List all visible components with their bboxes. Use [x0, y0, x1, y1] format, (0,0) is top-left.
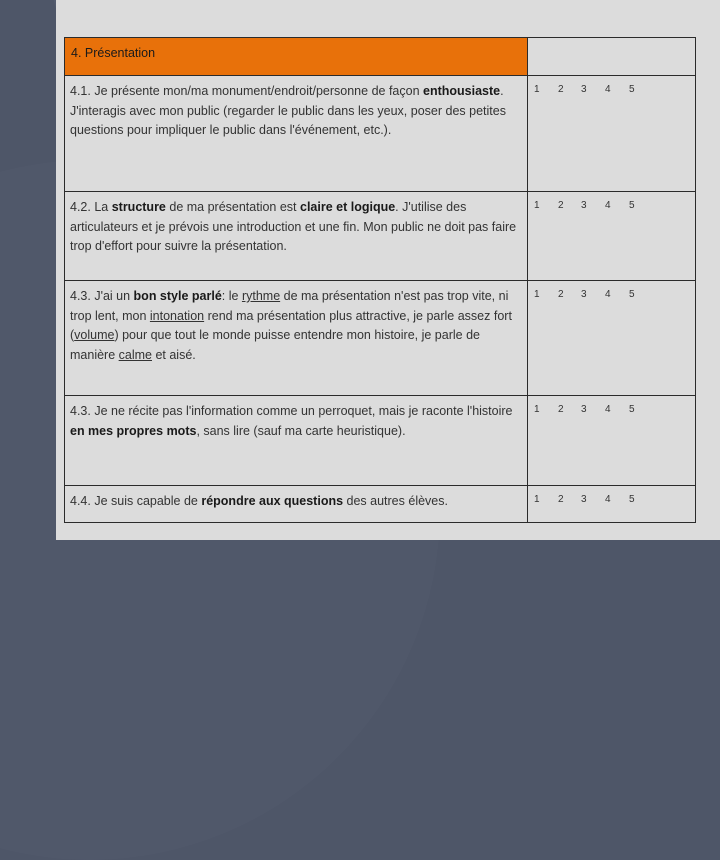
- criterion-text-run: : le: [221, 289, 242, 303]
- criterion-text-run: rend ma présentation plus attractive, je parle assez fort (: [70, 308, 512, 342]
- rating-option-1[interactable]: 1: [534, 494, 540, 505]
- criterion-text: [65, 76, 527, 145]
- rating-option-5[interactable]: 5: [629, 200, 635, 211]
- rating-scale: [528, 486, 696, 523]
- rating-option-2[interactable]: 2: [558, 404, 564, 415]
- criterion-row: [65, 486, 696, 523]
- criterion-keyword: bon style parlé: [133, 289, 222, 303]
- rating-scale: [528, 281, 696, 396]
- rating-option-1[interactable]: 1: [534, 289, 540, 300]
- rating-option-3[interactable]: 3: [581, 494, 587, 505]
- rating-scale: [528, 396, 696, 486]
- criterion-text: [65, 192, 527, 261]
- rating-option-2[interactable]: 2: [558, 289, 564, 300]
- criterion-text-cell: [65, 76, 528, 192]
- rating-option-1[interactable]: 1: [534, 200, 540, 211]
- criterion-keyword: structure: [111, 200, 166, 214]
- criterion-underlined-term: volume: [74, 328, 115, 342]
- criterion-keyword: en mes propres mots: [70, 423, 197, 438]
- criterion-text-run: . J'interagis avec mon public (regarder le public dans les yeux, poser des petites questions pour impliquer le public dans l'événement, etc.).: [70, 84, 506, 137]
- rating-option-4[interactable]: 4: [605, 200, 611, 211]
- criterion-text: [65, 486, 527, 516]
- criterion-text-run: 4.4. Je suis capable de: [70, 494, 202, 508]
- rating-option-3[interactable]: 3: [581, 84, 587, 95]
- evaluation-table: [64, 37, 696, 523]
- rating-option-4[interactable]: 4: [605, 84, 611, 95]
- criterion-text-cell: [65, 192, 528, 281]
- section-header-cell: [65, 38, 528, 76]
- criterion-text-run: . J'utilise des articulateurs et je prévois une introduction et une fin. Mon public ne doit pas faire trop d'effort pour suivre la présentation.: [70, 200, 517, 253]
- rating-option-3[interactable]: 3: [581, 289, 587, 300]
- rating-option-5[interactable]: 5: [629, 289, 635, 300]
- criterion-text-cell: [65, 281, 528, 396]
- criterion-underlined-term: rythme: [241, 289, 281, 303]
- criterion-text-run: de ma présentation est: [165, 200, 300, 214]
- rating-option-4[interactable]: 4: [605, 494, 611, 505]
- criterion-text: [65, 396, 527, 445]
- criterion-row: [65, 192, 696, 281]
- section-title: 4. Présentation: [71, 46, 156, 60]
- criterion-text-run: 4.3. J'ai un: [70, 289, 134, 303]
- rating-option-5[interactable]: 5: [629, 494, 635, 505]
- criterion-row: [65, 281, 696, 396]
- rating-option-5[interactable]: 5: [629, 84, 635, 95]
- section-header-score-cell: [528, 38, 696, 76]
- criterion-text: [65, 281, 527, 369]
- criterion-text-run: des autres élèves.: [343, 494, 448, 508]
- criterion-text-run: et aisé.: [151, 347, 196, 362]
- criterion-text-run: 4.1. Je présente mon/ma monument/endroit/personne de façon: [70, 84, 423, 98]
- rating-option-1[interactable]: 1: [534, 404, 540, 415]
- criterion-text-cell: [65, 486, 528, 523]
- criterion-text-run: ) pour que tout le monde puisse entendre mon histoire, je parle de manière: [70, 328, 480, 362]
- criterion-underlined-term: calme: [118, 347, 152, 362]
- criterion-underlined-term: intonation: [149, 308, 205, 323]
- rating-option-2[interactable]: 2: [558, 84, 564, 95]
- rating-option-2[interactable]: 2: [558, 200, 564, 211]
- rating-option-1[interactable]: 1: [534, 84, 540, 95]
- criterion-row: [65, 396, 696, 486]
- rating-option-4[interactable]: 4: [605, 404, 611, 415]
- section-header-row: [65, 38, 696, 76]
- rating-option-5[interactable]: 5: [629, 404, 635, 415]
- criterion-text-run: 4.3. Je ne récite pas l'information comme un perroquet, mais je raconte l'histoire: [70, 404, 513, 418]
- criterion-text-cell: [65, 396, 528, 486]
- criterion-row: [65, 76, 696, 192]
- criterion-keyword: claire et logique: [300, 200, 396, 214]
- rating-scale: [528, 192, 696, 281]
- rating-option-2[interactable]: 2: [558, 494, 564, 505]
- criterion-text-run: , sans lire (sauf ma carte heuristique).: [196, 423, 406, 438]
- criterion-text-run: 4.2. La: [70, 200, 112, 214]
- criterion-keyword: répondre aux questions: [201, 494, 344, 508]
- rating-scale: [528, 76, 696, 192]
- criterion-text-run: de ma présentation n'est pas trop vite, ni trop lent, mon: [70, 289, 509, 323]
- rating-option-4[interactable]: 4: [605, 289, 611, 300]
- rating-option-3[interactable]: 3: [581, 404, 587, 415]
- criterion-keyword: enthousiaste: [423, 84, 501, 98]
- rating-option-3[interactable]: 3: [581, 200, 587, 211]
